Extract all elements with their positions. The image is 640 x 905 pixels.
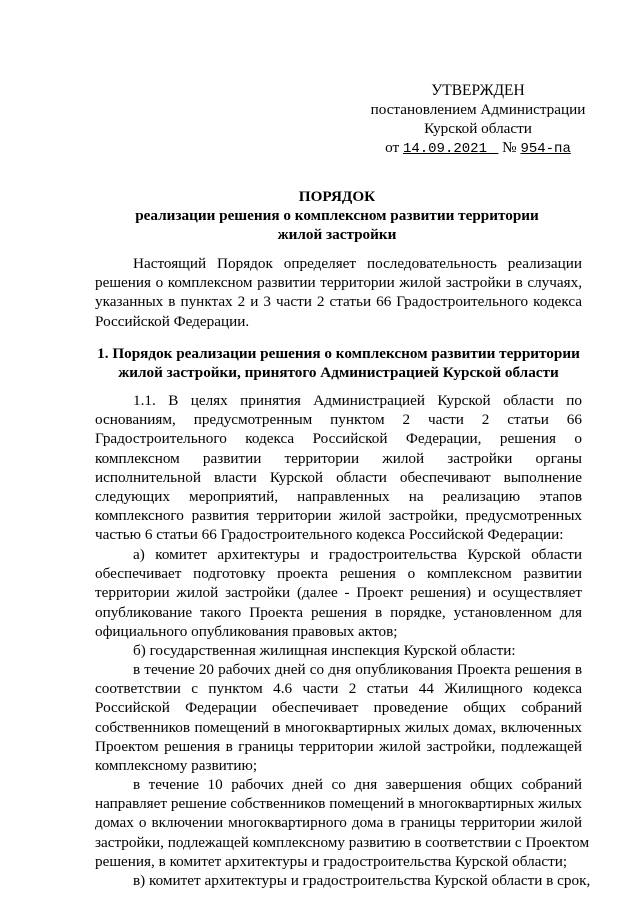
section-heading-line: 1. Порядок реализации решения о комплексном развитии территории	[97, 345, 580, 362]
approval-date-line	[368, 138, 588, 157]
text-line: домах о включении многоквартирного дома в границы территории жилой	[95, 814, 582, 832]
text-line: собственников помещений в многоквартирных жилых домах, включенных	[95, 718, 582, 736]
text-line: Российской Федерации.	[95, 312, 250, 330]
paragraph-b-item-2	[95, 775, 590, 871]
text-line: Градостроительного кодекса Российской Федерации, решения о	[95, 430, 582, 448]
text-line: соответствии с пунктом 4.6 части 2 статьи 44 Жилищного кодекса	[95, 680, 582, 698]
text-line: в) комитет архитектуры и градостроительства Курской области в срок,	[133, 872, 591, 889]
date-prefix: от	[385, 139, 400, 156]
text-line: в течение 10 рабочих дней со дня завершения общих собраний	[133, 776, 582, 793]
text-line: частью 6 статьи 66 Градостроительного кодекса Российской Федерации:	[95, 526, 564, 544]
text-line: исполнительной власти Курской области обеспечивают выполнение	[95, 468, 582, 486]
approval-heading: УТВЕРЖДЕН	[431, 82, 525, 99]
title-line: реализации решения о комплексном развитии территории	[135, 207, 539, 224]
text-line: 1.1. В целях принятия Администрацией Курской области по	[133, 392, 582, 409]
text-line: а) комитет архитектуры и градостроительства Курской области	[133, 546, 582, 563]
text-line: следующих мероприятий, направленных на реализацию этапов	[95, 487, 582, 505]
paragraph-b	[95, 641, 582, 660]
text-line: основаниям, предусмотренным пунктом 2 части 2 статьи 66	[95, 411, 582, 429]
text-line: б) государственная жилищная инспекция Курской области:	[133, 642, 516, 659]
approval-date: 14.09.2021	[402, 141, 487, 157]
document-title	[95, 187, 579, 244]
text-line: Настоящий Порядок определяет последовательность реализации	[133, 255, 582, 272]
text-line: комплексном развитии территории жилой застройки органы	[95, 449, 582, 467]
paragraph-1-1	[95, 391, 582, 545]
text-line: территории жилой застройки (далее - Проект решения) и осуществляет	[95, 584, 582, 602]
date-underline-gap	[487, 139, 498, 156]
text-line: обеспечивает подготовку проекта решения о комплексном развитии	[95, 565, 582, 583]
section-heading	[95, 344, 582, 382]
paragraph-a	[95, 545, 582, 641]
section-heading-line: жилой застройки, принятого Администрацией Курской области	[118, 364, 559, 381]
approval-line: Курской области	[424, 120, 532, 137]
text-line: в течение 20 рабочих дней со дня опубликования Проекта решения в	[133, 661, 582, 678]
text-line: официального опубликования правовых актов;	[95, 622, 398, 640]
text-line: Российской Федерации обеспечивает проведение общих собраний	[95, 699, 582, 717]
text-line: застройки, подлежащей комплексному развитию в соответствии с Проектом	[95, 833, 590, 851]
approval-line: постановлением Администрации	[370, 101, 586, 118]
text-line: комплексного развития территории жилой застройки, предусмотренных	[95, 507, 582, 525]
approval-number: 954-па	[520, 141, 571, 157]
text-line: решения, в комитет архитектуры и градостроительства Курской области;	[95, 852, 568, 870]
paragraph-b-item-1	[95, 660, 582, 775]
number-prefix: №	[502, 139, 517, 156]
text-line: направляет решение собственников помещений в многоквартирных жилых	[95, 795, 582, 813]
title-line: ПОРЯДОК	[298, 188, 376, 205]
text-line: указанных в пунктах 2 и 3 части 2 статьи 66 Градостроительного кодекса	[95, 293, 582, 311]
text-line: решения о комплексном развитии территории жилой застройки в случаях,	[95, 274, 582, 292]
text-line: опубликование такого Проекта решения в порядке, установленном для	[95, 603, 582, 621]
text-line: комплексному развитию;	[95, 756, 258, 774]
text-line: Проектом решения в границы территории жилой застройки, подлежащей	[95, 737, 582, 755]
paragraph-v	[95, 871, 591, 890]
approval-stamp	[368, 81, 588, 157]
title-line: жилой застройки	[277, 226, 397, 243]
intro-paragraph	[95, 254, 582, 331]
